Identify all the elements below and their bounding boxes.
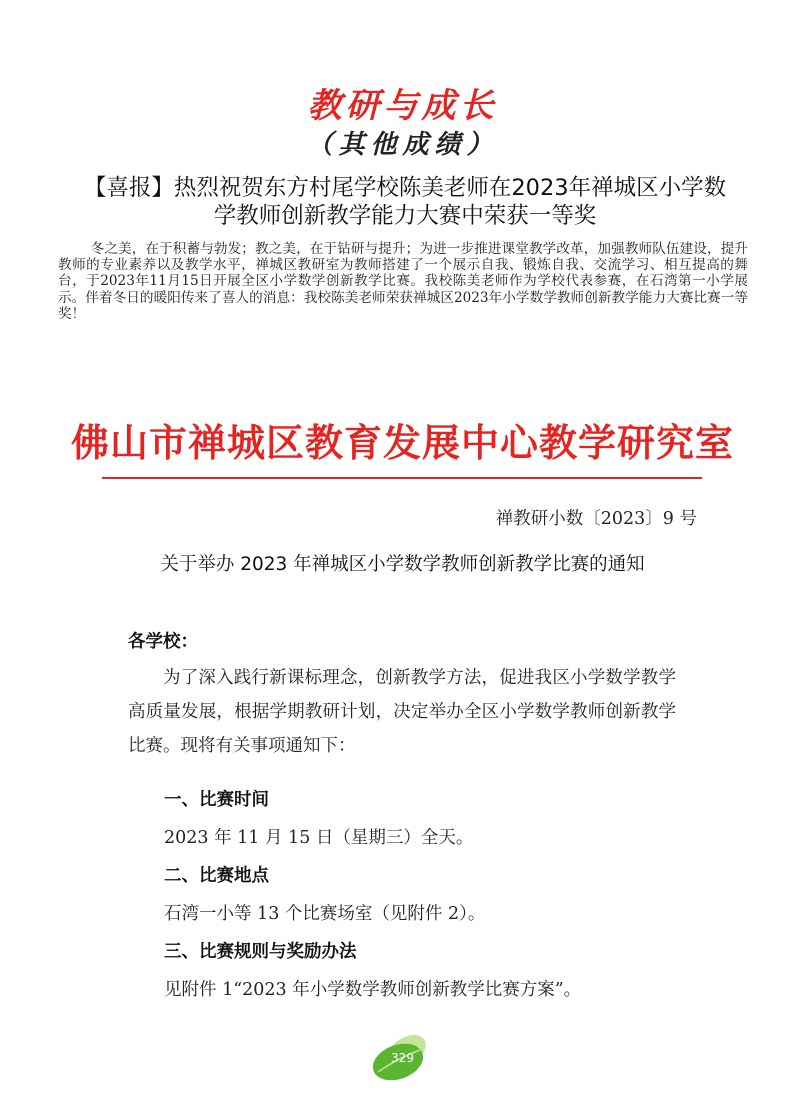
section-text-time: 2023 年 11 月 15 日（星期三）全天。 xyxy=(164,828,474,848)
section-text-venue: 石湾一小等 13 个比赛场室（见附件 2）。 xyxy=(164,904,486,924)
page-number: 329 xyxy=(391,1051,414,1065)
section-heading-rules: 三、比赛规则与奖励办法 xyxy=(164,942,357,962)
section-text-rules: 见附件 1“2023 年小学数学教师创新教学比赛方案”。 xyxy=(164,980,582,1000)
section-subtitle: （其他成绩） xyxy=(306,130,499,160)
news-headline: 【喜报】热烈祝贺东方村尾学校陈美老师在2023年禅城区小学数学教师创新教学能力大赛中荣获一等奖 xyxy=(83,175,727,229)
section-heading-time: 一、比赛时间 xyxy=(164,790,269,810)
section-heading-venue: 二、比赛地点 xyxy=(164,866,269,886)
red-divider-line xyxy=(102,477,702,479)
news-intro-paragraph: 冬之美，在于积蓄与勃发；教之美，在于钻研与提升；为进一步推进课堂教学改革，加强教师队伍建设，提升教师的专业素养以及教学水平，禅城区教研室为教师搭建了一个展示自我、锻炼自我、交流学习、相互提高的舞台，于2023年11月15日开展全区小学数学创新教学比赛。我校陈美老师作为学校代表参赛，在石湾第一小学展示。伴着冬日的暖阳传来了喜人的消息：我校陈美老师荣获禅城区2023年小学数学教师创新教学能力大赛比赛一等奖！ xyxy=(58,241,748,322)
section-title: 教研与成长 xyxy=(307,86,498,126)
notice-org-title: 佛山市禅城区教育发展中心教学研究室 xyxy=(70,421,734,465)
notice-salutation: 各学校： xyxy=(128,632,198,652)
notice-document-number: 禅教研小数〔2023〕9 号 xyxy=(495,509,697,529)
notice-title: 关于举办 2023 年禅城区小学数学教师创新教学比赛的通知 xyxy=(160,554,645,575)
notice-body-paragraph: 为了深入践行新课标理念，创新教学方法，促进我区小学数学教学高质量发展，根据学期教研计划，决定举办全区小学数学教师创新教学比赛。现将有关事项通知下： xyxy=(128,668,676,756)
